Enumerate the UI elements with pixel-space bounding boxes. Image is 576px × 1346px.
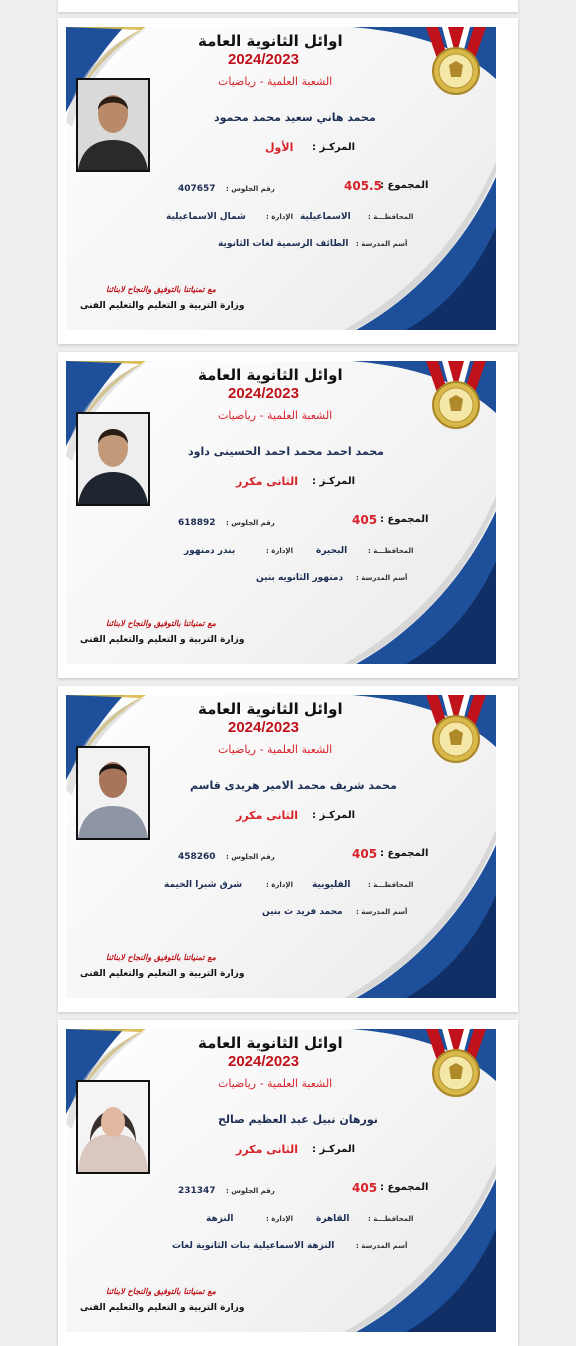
academic-year: 2024/2023 [228, 385, 299, 402]
academic-year: 2024/2023 [228, 719, 299, 736]
seat-value: 231347 [178, 1186, 216, 1196]
administration-value: شمال الاسماعيلية [166, 212, 246, 222]
certificate-card [66, 361, 496, 664]
governorate-label: المحافظـــة : [368, 1215, 414, 1223]
student-photo-icon [78, 80, 148, 170]
administration-label: الإدارة : [266, 1215, 294, 1223]
student-name: محمد هاني سعيد محمد محمود [214, 111, 376, 124]
ministry-name: وزارة التربية و التعليم والتعليم الفنى [80, 301, 245, 311]
student-photo [76, 78, 150, 172]
total-value: 405 [352, 847, 378, 861]
school-label: أسم المدرسة : [356, 240, 408, 248]
governorate-label: المحافظـــة : [368, 881, 414, 889]
ministry-name: وزارة التربية و التعليم والتعليم الفنى [80, 969, 245, 979]
seat-value: 458260 [178, 852, 216, 862]
school-label: أسم المدرسة : [356, 908, 408, 916]
card-title: اوائل الثانوية العامة [198, 366, 343, 384]
branch-label: الشعبة العلمية - رياضيات [218, 75, 333, 88]
school-label: أسم المدرسة : [356, 574, 408, 582]
rank-label: المركـز : [312, 476, 356, 487]
ministry-medal-logo [418, 361, 496, 431]
school-value: الطائف الرسمية لغات الثانوية [218, 239, 349, 249]
school-label: أسم المدرسة : [356, 1242, 408, 1250]
administration-label: الإدارة : [266, 213, 294, 221]
governorate-value: القليوبية [312, 880, 351, 890]
previous-card-frame [58, 0, 518, 12]
rank-label: المركـز : [312, 1144, 356, 1155]
ministry-name: وزارة التربية و التعليم والتعليم الفنى [80, 1303, 245, 1313]
student-photo [76, 746, 150, 840]
student-name: محمد شريف محمد الامير هريدى قاسم [190, 779, 397, 792]
total-value: 405.5 [344, 179, 382, 193]
rank-value: الثانى مكرر [236, 475, 298, 488]
school-value: محمد فريد ث بنين [262, 907, 343, 917]
certificate-card [66, 695, 496, 998]
branch-label: الشعبة العلمية - رياضيات [218, 1077, 333, 1090]
rank-label: المركـز : [312, 142, 356, 153]
governorate-label: المحافظـــة : [368, 547, 414, 555]
seat-label: رقم الجلوس : [226, 519, 275, 527]
ministry-medal-logo [418, 695, 496, 765]
wishes-text: مع تمنياتنا بالتوفيق والنجاح لابنائنا [106, 953, 216, 962]
card-title: اوائل الثانوية العامة [198, 700, 343, 718]
student-photo-icon [78, 414, 148, 504]
total-label: المجموع : [380, 1182, 429, 1193]
administration-label: الإدارة : [266, 881, 294, 889]
branch-label: الشعبة العلمية - رياضيات [218, 743, 333, 756]
student-photo [76, 412, 150, 506]
rank-value: الثانى مكرر [236, 1143, 298, 1156]
ministry-medal-logo [418, 27, 496, 97]
total-value: 405 [352, 513, 378, 527]
certificate-frame [58, 352, 518, 678]
total-label: المجموع : [380, 180, 429, 191]
administration-value: النزهة [206, 1214, 234, 1224]
certificate-frame [58, 18, 518, 344]
certificate-frame [58, 1020, 518, 1346]
seat-label: رقم الجلوس : [226, 853, 275, 861]
student-name: نورهان نبيل عبد العظيم صالح [218, 1113, 378, 1126]
ministry-name: وزارة التربية و التعليم والتعليم الفنى [80, 635, 245, 645]
branch-label: الشعبة العلمية - رياضيات [218, 409, 333, 422]
wishes-text: مع تمنياتنا بالتوفيق والنجاح لابنائنا [106, 285, 216, 294]
seat-value: 618892 [178, 518, 216, 528]
certificate-card [66, 27, 496, 330]
student-photo [76, 1080, 150, 1174]
administration-value: بندر دمنهور [184, 546, 236, 556]
governorate-value: القاهرة [316, 1214, 350, 1224]
academic-year: 2024/2023 [228, 1053, 299, 1070]
total-label: المجموع : [380, 514, 429, 525]
seat-label: رقم الجلوس : [226, 1187, 275, 1195]
ministry-medal-logo [418, 1029, 496, 1099]
total-value: 405 [352, 1181, 378, 1195]
administration-label: الإدارة : [266, 547, 294, 555]
card-title: اوائل الثانوية العامة [198, 32, 343, 50]
governorate-value: البحيرة [316, 546, 348, 556]
rank-value: الثانى مكرر [236, 809, 298, 822]
seat-value: 407657 [178, 184, 216, 194]
school-value: دمنهور الثانويه بنين [256, 573, 344, 583]
seat-label: رقم الجلوس : [226, 185, 275, 193]
school-value: النزهة الاسماعيلية بنات الثانوية لغات [172, 1241, 335, 1251]
governorate-value: الاسماعيلية [300, 212, 351, 222]
rank-label: المركـز : [312, 810, 356, 821]
certificate-frame [58, 686, 518, 1012]
total-label: المجموع : [380, 848, 429, 859]
administration-value: شرق شبرا الخيمة [164, 880, 243, 890]
student-photo-icon [78, 748, 148, 838]
certificate-card [66, 1029, 496, 1332]
student-photo-icon [78, 1082, 148, 1172]
wishes-text: مع تمنياتنا بالتوفيق والنجاح لابنائنا [106, 619, 216, 628]
student-name: محمد احمد محمد احمد الحسينى داود [188, 445, 384, 458]
card-title: اوائل الثانوية العامة [198, 1034, 343, 1052]
governorate-label: المحافظـــة : [368, 213, 414, 221]
academic-year: 2024/2023 [228, 51, 299, 68]
rank-value: الأول [265, 141, 294, 154]
wishes-text: مع تمنياتنا بالتوفيق والنجاح لابنائنا [106, 1287, 216, 1296]
